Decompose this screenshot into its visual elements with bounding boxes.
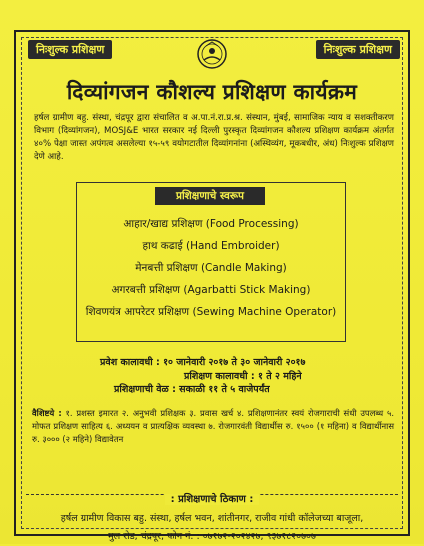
training-duration: प्रशिक्षण कालावधी : १ ते २ महिने xyxy=(184,370,302,382)
course-item: अगरबत्ती प्रशिक्षण (Agarbatti Stick Making) xyxy=(111,284,311,296)
course-list-heading: प्रशिक्षणाचे स्वरूप xyxy=(155,187,265,205)
contact-address xyxy=(24,510,400,546)
free-training-badge-left: निःशुल्क प्रशिक्षण xyxy=(28,40,112,59)
course-list xyxy=(77,213,345,323)
features-paragraph xyxy=(32,407,394,446)
course-item: आहार/खाद्य प्रशिक्षण (Food Processing) xyxy=(123,218,299,230)
schedule-info xyxy=(76,356,368,397)
free-training-badge-right: निःशुल्क प्रशिक्षण xyxy=(316,40,400,59)
features-label: वैशिष्टये : xyxy=(32,408,62,418)
course-item: शिवणयंत्र आपरेटर प्रशिक्षण (Sewing Machine Operator) xyxy=(85,306,337,318)
training-timing: प्रशिक्षणाची वेळ : सकाळी ११ ते ५ वाजेपर्यंत xyxy=(114,384,270,395)
features-text: १. प्रशस्त इमारत २. अनुभवी प्रशिक्षक ३. प्रवास खर्च ४. प्रशिक्षणानंतर स्वयं रोजगाराची संधी उपलब्ध ५. मोफत प्रशिक्षण साहित्य ६. अध्ययन व प्रात्यक्षिक व्यवस्था ७. रोजगारवंती विद्यार्थीस रु. १५०० (१ महिना) व विद्यार्थीनास रु. ३००० (२ महिने) विद्यावेतन xyxy=(32,408,394,444)
course-item: मेनबत्ती प्रशिक्षण (Candle Making) xyxy=(135,262,287,274)
contact-heading-text: : प्रशिक्षणाचे ठिकाण : xyxy=(165,494,260,505)
page-title: दिव्यांगजन कौशल्य प्रशिक्षण कार्यक्रम xyxy=(66,80,358,104)
poster-frame xyxy=(14,30,410,542)
course-list-box xyxy=(76,182,346,342)
contact-heading xyxy=(16,487,408,506)
course-item: हाथ कढाई (Hand Embroider) xyxy=(142,240,280,252)
address-line-2: मुल रोड, चंद्रपूर, फोन नं. : ०७१७२-२०२४२७, ९३७१८२०७०७ xyxy=(108,531,316,542)
address-line-1: हर्षल ग्रामीण विकास बहु. संस्था, हर्षल भवन, शांतीनगर, राजीव गांधी कॉलेजच्या बाजूला, xyxy=(60,513,364,524)
intro-paragraph: हर्षल ग्रामीण बहु. संस्था, चंद्रपूर द्वारा संचालित व अ.पा.नं.रा.प्र.श्र. संस्थान, मुंबई, सामाजिक न्याय व सशक्तीकरण विभाग (दिव्यांगजन), MOSJ&E भारत सरकार नई दिल्ली पुरस्कृत दिव्यांगजन कौशल्य प्रशिक्षण कार्यक्रम अंतर्गत ४०% पेक्षा जास्त अपंगत्व असलेल्या १५-५९ वयोगटातील दिव्यांगनांना (अस्थिव्यंग, मूकबधीर, अंध) निःशुल्क प्रशिक्षण देणे आहे. xyxy=(34,113,394,162)
admission-period: प्रवेश कालावधी : १० जानेवारी २०१७ ते ३० जानेवारी २०१७ xyxy=(100,357,306,368)
organization-logo-icon xyxy=(194,38,230,70)
